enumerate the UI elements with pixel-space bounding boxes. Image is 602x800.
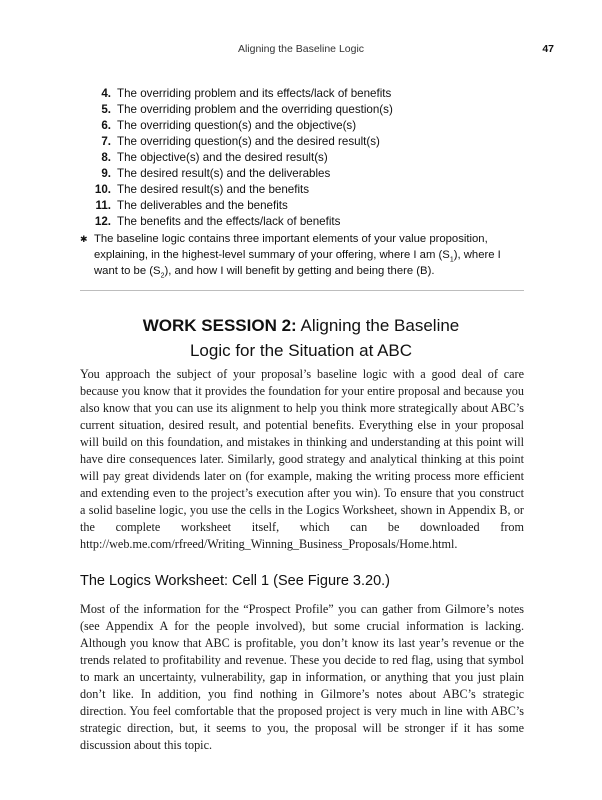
list-item: 8. The objective(s) and the desired result(s) xyxy=(101,151,328,164)
baseline-logic-note xyxy=(80,231,510,279)
note-text: The baseline logic contains three important elements of your value proposition, explaining, in the highest-level summary of your offering, where I am $(S_1)$, where I want to be $(S_2)$, and how I will benefit by getting and being there (B). xyxy=(94,233,501,280)
body-paragraph: Most of the information for the “Prospect Profile” you can gather from Gilmore’s notes (see Appendix A for the people involved), but some crucial information is lacking. Although you know that ABC is profitable, you don’t know its last year’s revenue or the trends related to profitability and revenue. These you decide to red flag, using that symbol to mark an uncertainty, vulnerability, gap in information, or anything that you just plain don’t like. In addition, you find nothing in Gilmore’s notes about ABC’s strategic direction. You feel comfortable that the proposed project is very much in line with ABC’s strategic direction, but, it seems to you, the proposal will be stronger if it has some discussion about this topic. xyxy=(80,602,524,752)
section-divider xyxy=(80,290,524,291)
list-item: 12. The benefits and the effects/lack of benefits xyxy=(94,215,341,228)
list-item: 10. The desired result(s) and the benefits xyxy=(94,183,310,196)
list-item: 7. The overriding question(s) and the desired result(s) xyxy=(101,135,380,148)
work-session-title-line2: Logic for the Situation at ABC xyxy=(189,341,413,360)
work-session-label: WORK SESSION 2: xyxy=(142,316,297,335)
work-session-heading xyxy=(60,313,542,363)
numbered-list xyxy=(80,86,520,230)
list-item: 11. The deliverables and the benefits xyxy=(95,199,288,212)
body-paragraph: You approach the subject of your proposal’s baseline logic with a good deal of care because you know that it provides the foundation for your entire proposal and because you also know that you can use its alignment to help you think more strategically about ABC’s current situation, desired result, and potential benefits. Everything else in your proposal will build on this foundation, and mistakes in thinking and understanding at this point will have dire consequences later. Similarly, good strategy and analytical thinking at this point will pay great dividends later on (for example, making the writing process more efficient and extending even to the project’s execution after you win). To ensure that you construct a solid baseline logic, you use the cells in the Logics Worksheet, shown in Appendix B, or the complete worksheet itself, which can be downloaded from http://web.me.com/rfreed/Writing_Winning_Business_Proposals/Home.html. xyxy=(80,367,524,551)
list-item: 4. The overriding problem and its effects/lack of benefits xyxy=(101,87,392,100)
logics-worksheet-subheading: The Logics Worksheet: Cell 1 (See Figure 3.20.) xyxy=(80,573,391,589)
list-item: 5. The overriding problem and the overriding question(s) xyxy=(101,103,393,116)
list-item: 9. The desired result(s) and the deliverables xyxy=(101,167,331,180)
page-number: 47 xyxy=(542,43,554,55)
list-item: 6. The overriding question(s) and the objective(s) xyxy=(101,119,357,132)
asterisk-bullet-icon: ✱ xyxy=(80,234,88,244)
running-head xyxy=(0,43,602,59)
work-session-title: Aligning the Baseline xyxy=(296,316,460,335)
running-head-title: Aligning the Baseline Logic xyxy=(237,43,365,55)
